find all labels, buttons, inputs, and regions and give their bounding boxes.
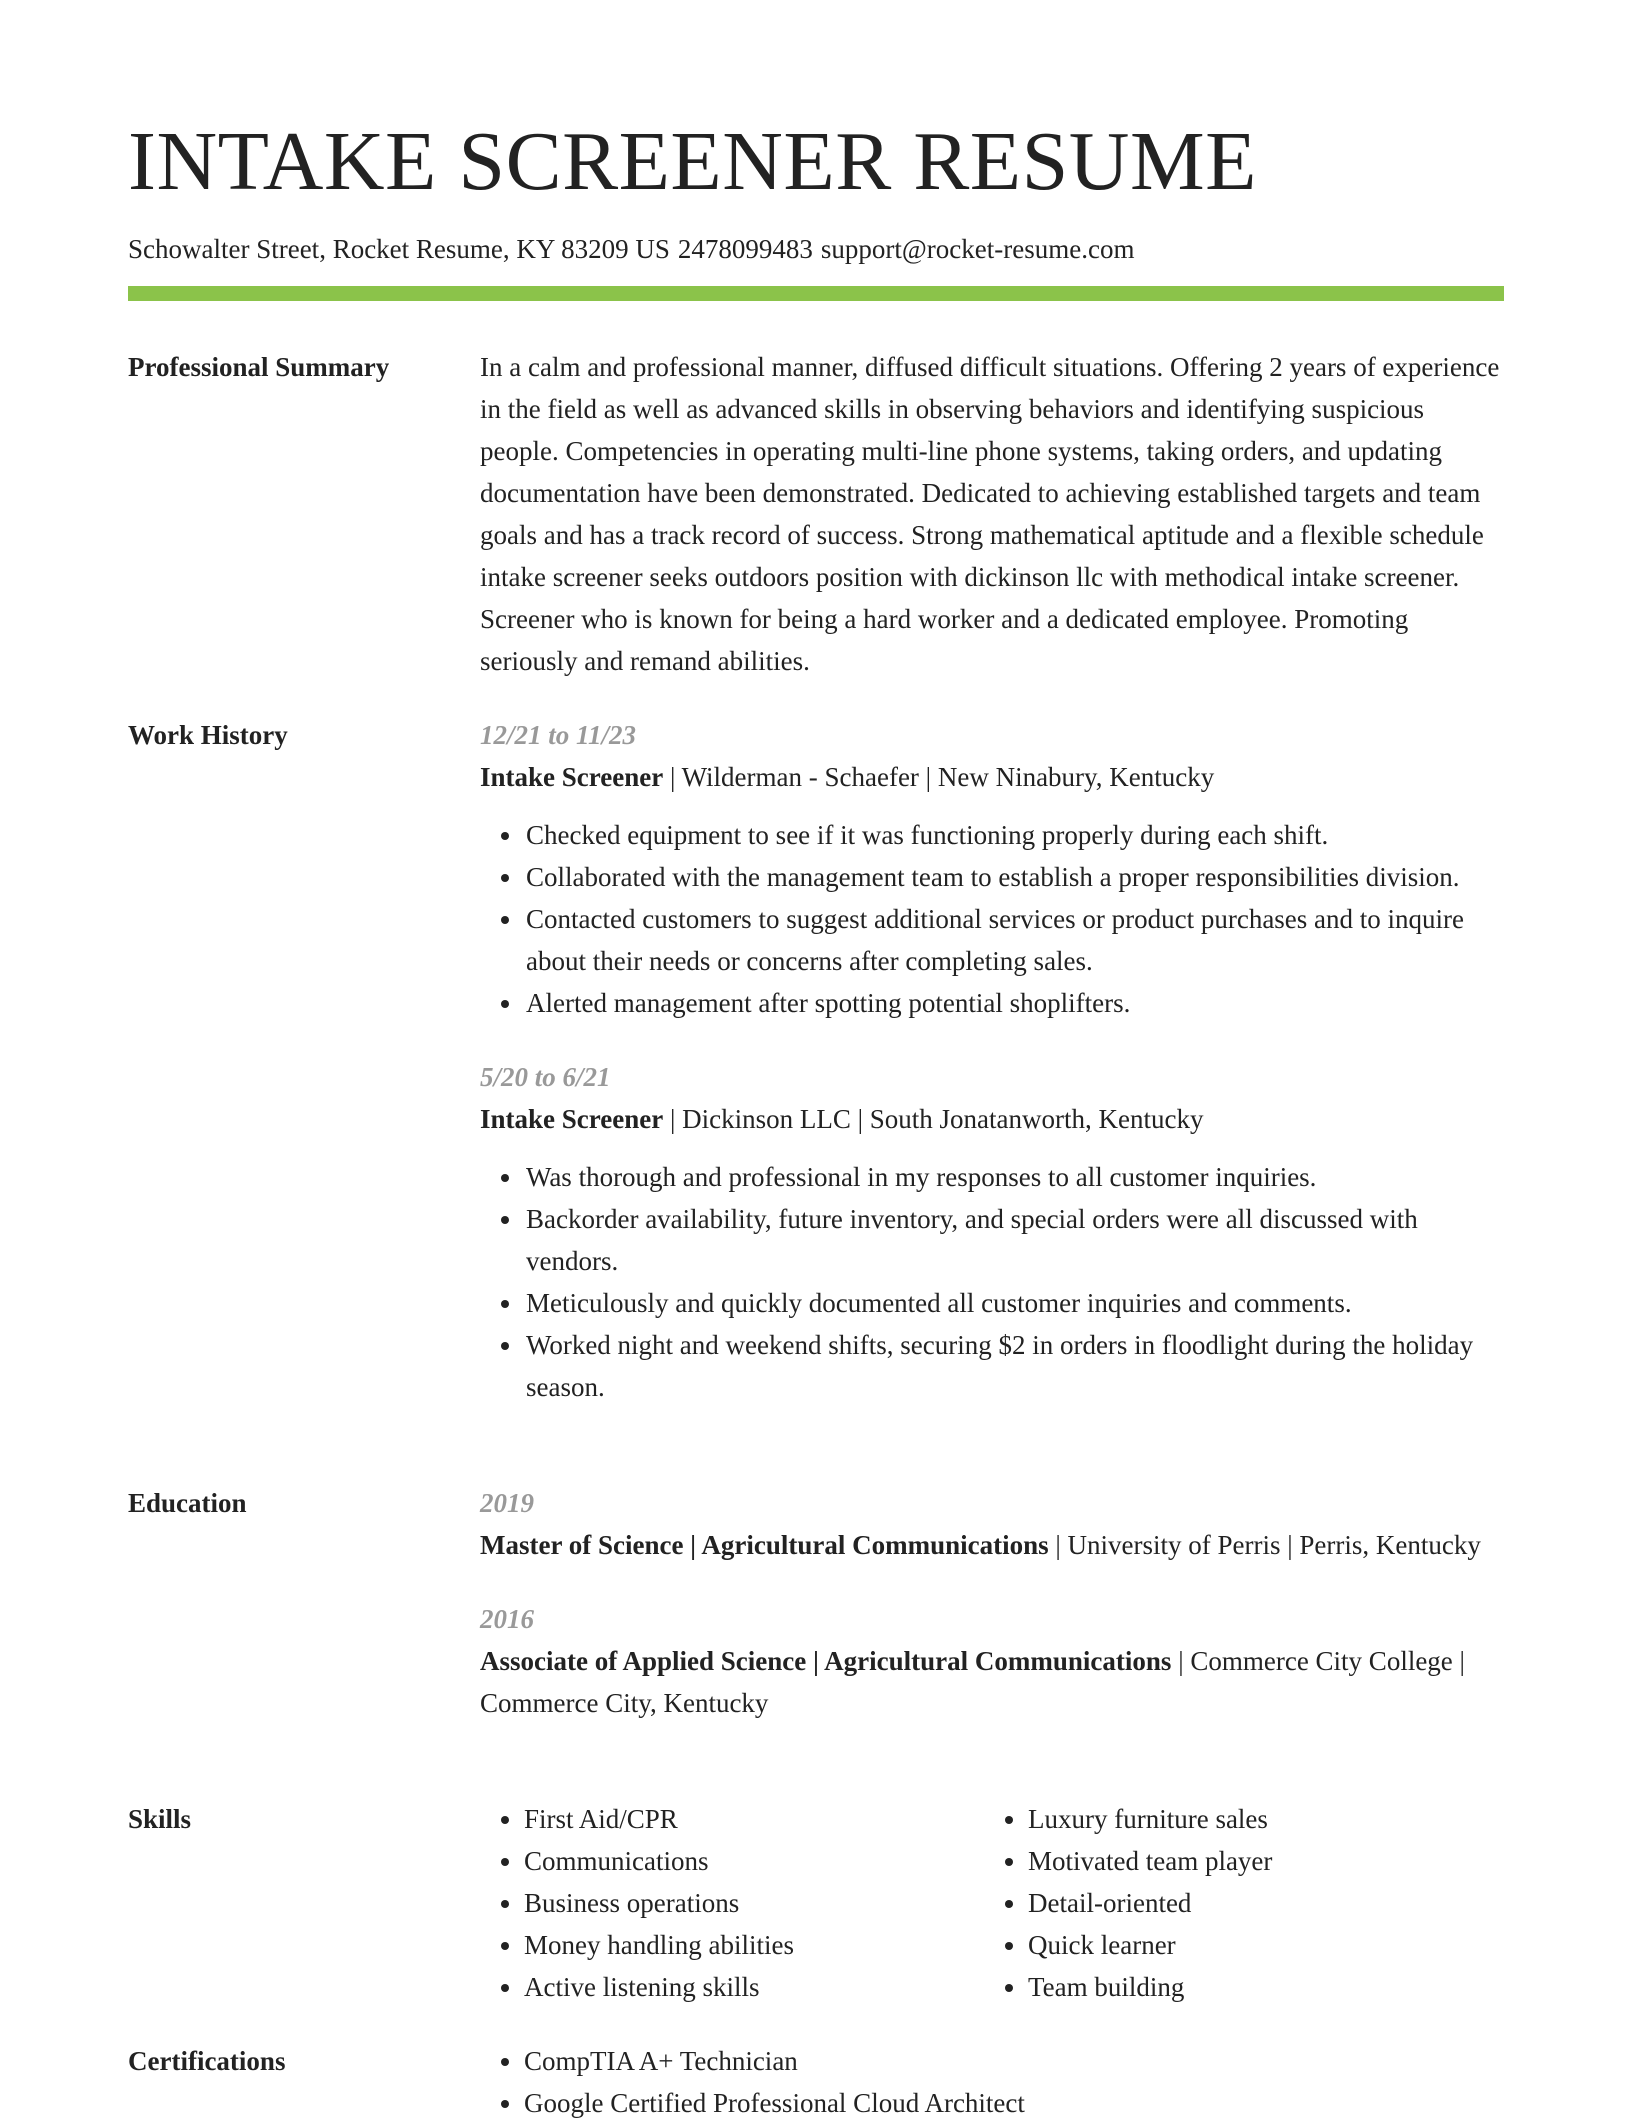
skill-item: • Team building xyxy=(1028,1966,1488,2008)
section-label-summary: Professional Summary xyxy=(128,352,390,382)
job-duty: • Contacted customers to suggest additional services or product purchases and to inquire about their needs or concerns after completing sales. xyxy=(524,898,1504,982)
contact-email: support@rocket-resume.com xyxy=(820,234,1135,264)
skill-item: • First Aid/CPR xyxy=(524,1798,984,1840)
skill-item: • Money handling abilities xyxy=(524,1924,984,1966)
job-dates: 12/21 to 11/23 xyxy=(480,720,637,750)
resume-title: INTAKE SCREENER RESUME xyxy=(128,115,1257,208)
skill-item: • Luxury furniture sales xyxy=(1028,1798,1488,1840)
skills-list-left xyxy=(480,1798,984,2008)
certification-item: • CompTIA A+ Technician xyxy=(524,2040,1504,2082)
skill-item: • Active listening skills xyxy=(524,1966,984,2008)
contact-line xyxy=(128,232,1134,266)
skill-item: • Quick learner xyxy=(1028,1924,1488,1966)
education-year: 2019 xyxy=(480,1488,534,1518)
education-entry xyxy=(480,1482,1504,1566)
job-role-line xyxy=(480,1098,1504,1140)
job-details: | Wilderman - Schaefer | New Ninabury, Kentucky xyxy=(663,762,1215,792)
job-duty: • Meticulously and quickly documented all customer inquiries and comments. xyxy=(524,1282,1504,1324)
job-duty: • Alerted management after spotting potential shoplifters. xyxy=(524,982,1504,1024)
certifications-list xyxy=(480,2040,1504,2124)
job-role-line xyxy=(480,756,1504,798)
job-title: Intake Screener xyxy=(480,1104,664,1134)
skill-item: • Business operations xyxy=(524,1882,984,1924)
education-body xyxy=(480,1482,1504,1724)
summary-text: In a calm and professional manner, diffused difficult situations. Offering 2 years of experience in the field as well as advanced skills in observing behaviors and identifying suspicious people. Competencies in operating multi-line phone systems, taking orders, and updating documentation have been demonstrated. Dedicated to achieving established targets and team goals and has a track record of success. Strong mathematical aptitude and a flexible schedule intake screener seeks outdoors position with dickinson llc with methodical intake screener. Screener who is known for being a hard worker and a dedicated employee. Promoting seriously and remand abilities. xyxy=(480,352,1500,676)
education-entry xyxy=(480,1598,1504,1724)
degree-name: Master of Science | Agricultural Communications xyxy=(480,1530,1049,1560)
job-duty: • Collaborated with the management team to establish a proper responsibilities division. xyxy=(524,856,1504,898)
work-history-body xyxy=(480,714,1504,1408)
section-label-skills: Skills xyxy=(128,1804,192,1834)
skills-list-right xyxy=(984,1798,1488,2008)
section-label-education: Education xyxy=(128,1488,247,1518)
job-duties-list xyxy=(480,1156,1504,1408)
contact-phone: 2478099483 xyxy=(677,234,813,264)
job-duty: • Worked night and weekend shifts, securing $2 in orders in floodlight during the holiday season. xyxy=(524,1324,1504,1408)
job-details: | Dickinson LLC | South Jonatanworth, Kentucky xyxy=(663,1104,1204,1134)
job-entry xyxy=(480,1056,1504,1408)
job-duty: • Checked equipment to see if it was functioning properly during each shift. xyxy=(524,814,1504,856)
education-details: | Commerce City College | Commerce City, Kentucky xyxy=(480,1646,1465,1718)
skill-item: • Detail-oriented xyxy=(1028,1882,1488,1924)
section-label-work-history: Work History xyxy=(128,720,288,750)
education-year: 2016 xyxy=(480,1604,534,1634)
job-dates: 5/20 to 6/21 xyxy=(480,1062,611,1092)
job-entry xyxy=(480,714,1504,1024)
certifications-body xyxy=(480,2040,1504,2124)
certification-item: • Google Certified Professional Cloud Architect xyxy=(524,2082,1504,2124)
education-line xyxy=(480,1524,1504,1566)
skill-item: • Motivated team player xyxy=(1028,1840,1488,1882)
summary-body xyxy=(480,346,1504,682)
job-duty: • Backorder availability, future inventory, and special orders were all discussed with vendors. xyxy=(524,1198,1504,1282)
degree-name: Associate of Applied Science | Agricultural Communications xyxy=(480,1646,1172,1676)
education-line xyxy=(480,1640,1504,1724)
skill-item: • Communications xyxy=(524,1840,984,1882)
job-title: Intake Screener xyxy=(480,762,664,792)
education-details: | University of Perris | Perris, Kentucky xyxy=(1048,1530,1481,1560)
skills-columns xyxy=(480,1798,1504,2008)
skills-body xyxy=(480,1798,1504,2008)
section-label-certifications: Certifications xyxy=(128,2046,286,2076)
job-duty: • Was thorough and professional in my responses to all customer inquiries. xyxy=(524,1156,1504,1198)
contact-address: Schowalter Street, Rocket Resume, KY 83209 US xyxy=(128,234,670,264)
header-divider xyxy=(128,286,1504,301)
job-duties-list xyxy=(480,814,1504,1024)
